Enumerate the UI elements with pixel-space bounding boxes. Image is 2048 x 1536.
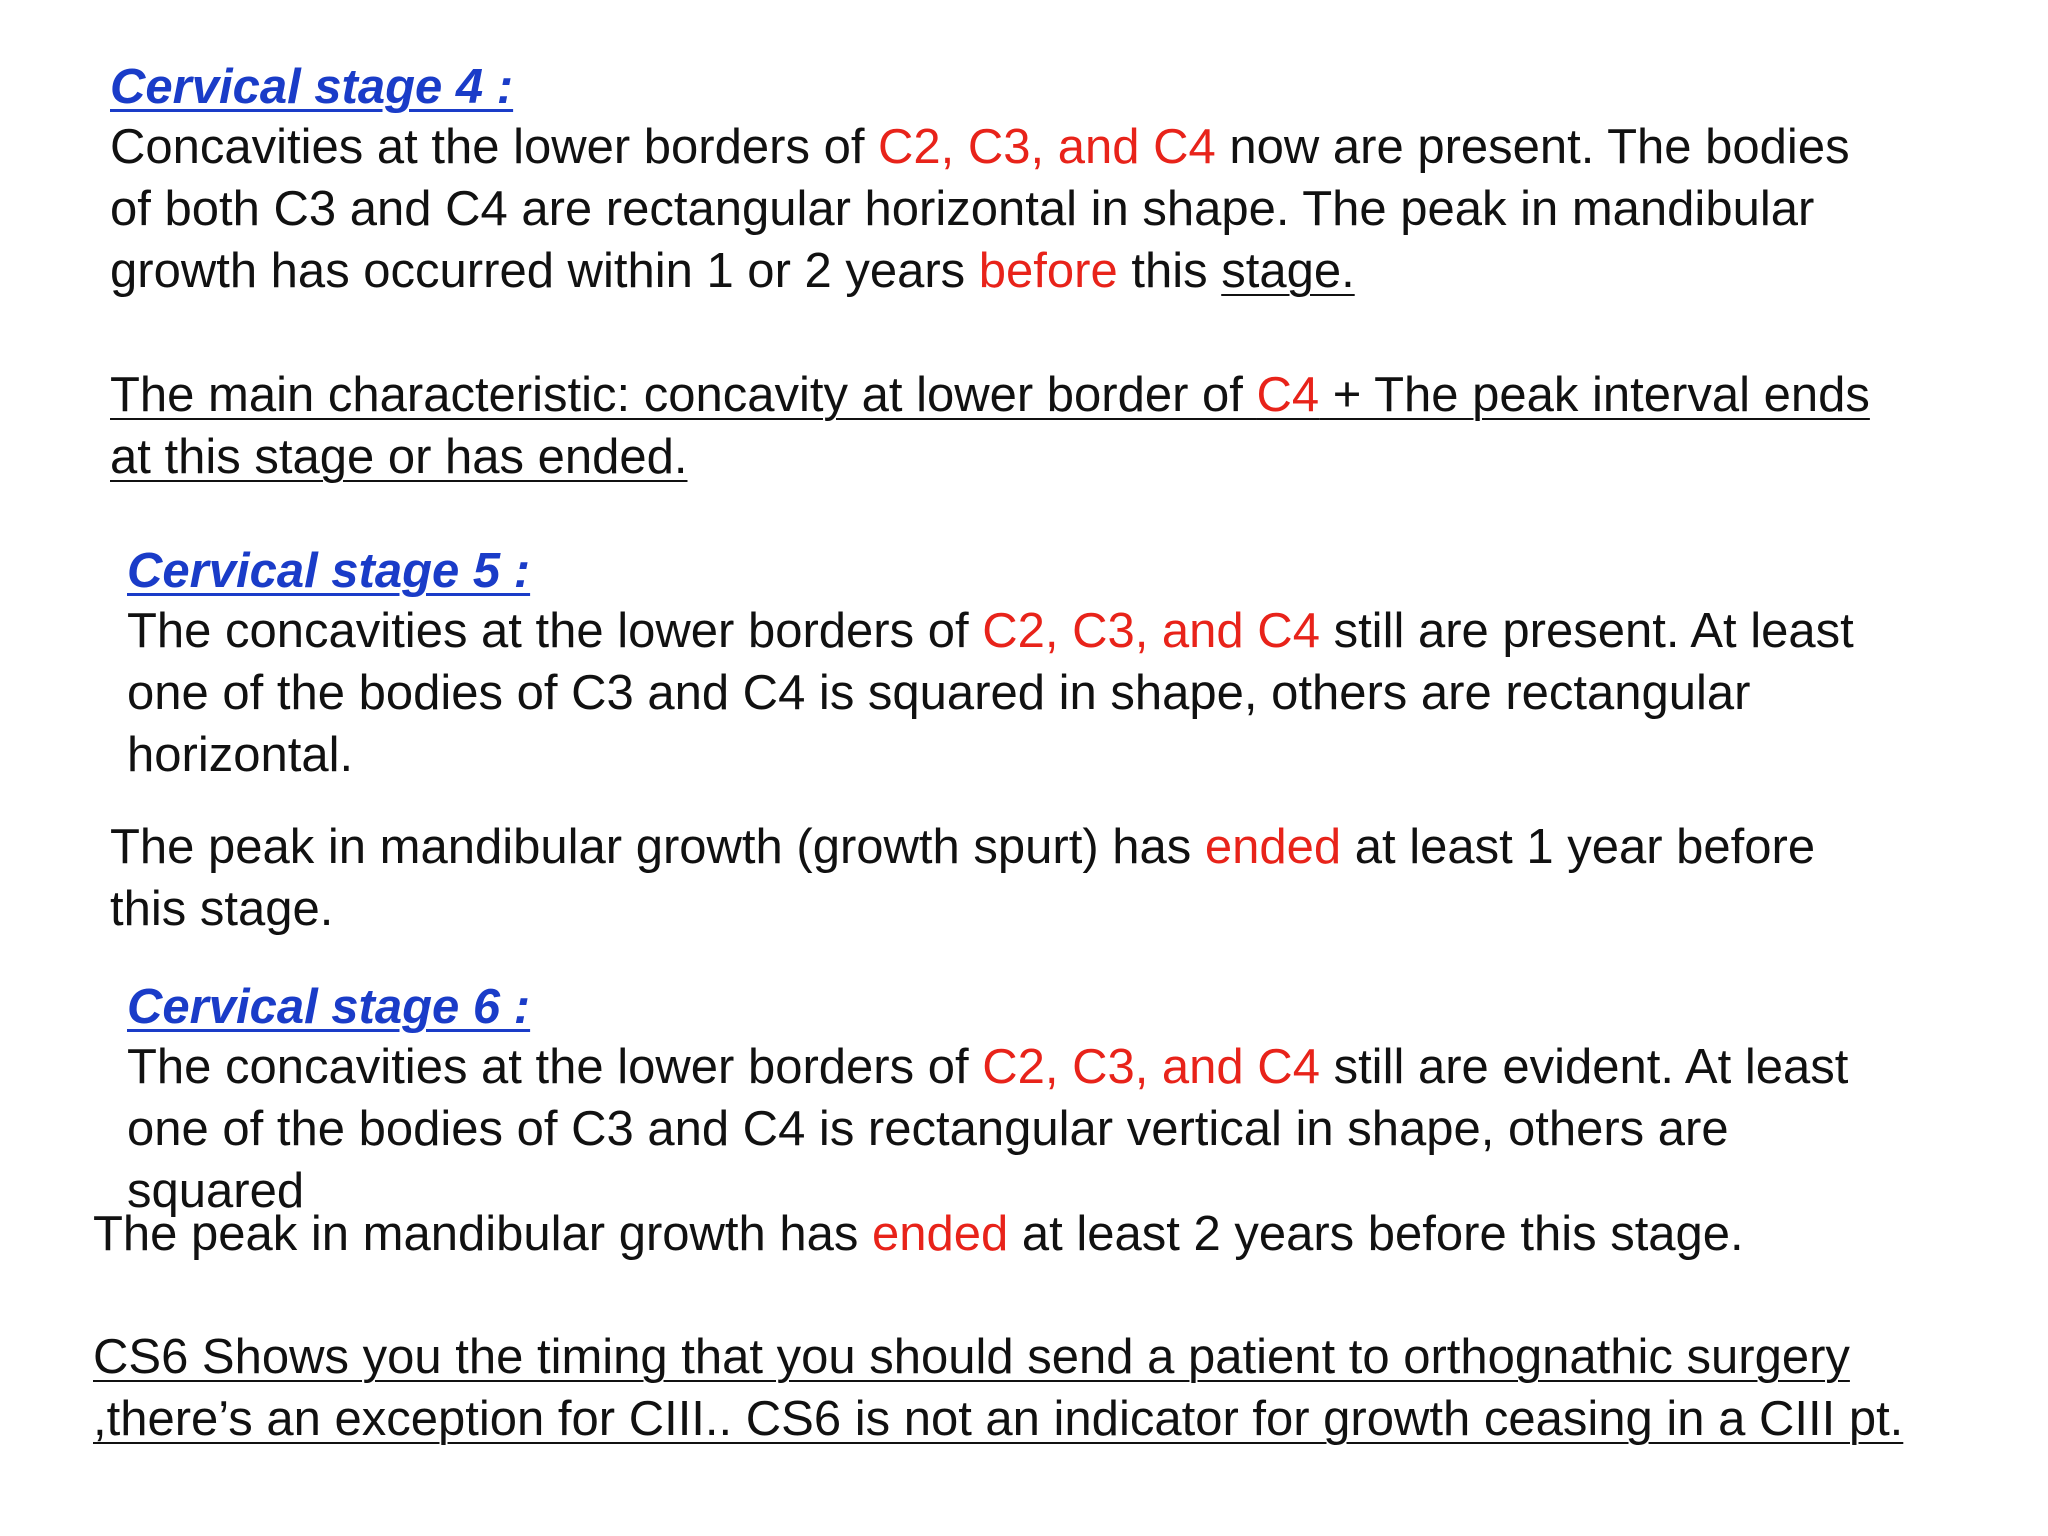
stage6-line-2: one of the bodies of C3 and C4 is rectangular vertical in shape, others are — [127, 1102, 1729, 1156]
stage4-line-1 — [110, 116, 1850, 178]
stage4-description — [110, 116, 1850, 302]
main-characteristic-line-1 — [110, 364, 1870, 426]
text: this — [1117, 244, 1222, 298]
stage4-heading: Cervical stage 4 : — [110, 60, 514, 114]
text: still are present. At least — [1319, 604, 1854, 658]
stage5-line-3: horizontal. — [127, 728, 354, 782]
highlight-text: C2, C3, and C4 — [982, 1040, 1320, 1094]
text: The concavities at the lower borders of — [127, 604, 983, 658]
highlight-text: before — [978, 244, 1118, 298]
stage5-peak-line-2: this stage. — [110, 882, 334, 936]
text: growth has occurred within 1 or 2 years — [110, 244, 979, 298]
stage4-main-characteristic — [110, 364, 1870, 488]
text: now are present. The bodies — [1215, 120, 1850, 174]
text: The peak in mandibular growth has — [93, 1207, 872, 1261]
highlight-text: ended — [872, 1207, 1009, 1261]
text: The main characteristic: concavity at lower border of — [110, 368, 1257, 422]
stage5-heading: Cervical stage 5 : — [127, 544, 531, 598]
stage6-peak-line — [93, 1203, 1744, 1265]
stage5-line-1 — [127, 600, 1854, 662]
text: still are evident. At least — [1319, 1040, 1849, 1094]
text: at least 1 year before — [1341, 820, 1816, 874]
underlined-text: stage. — [1221, 244, 1355, 298]
main-characteristic-line-2: at this stage or has ended. — [110, 430, 688, 484]
stage6-peak — [93, 1203, 1744, 1265]
stage6-heading: Cervical stage 6 : — [127, 980, 531, 1034]
stage6-line-3: squared — [127, 1164, 305, 1218]
text: Concavities at the lower borders of — [110, 120, 879, 174]
highlight-text: C4 — [1256, 368, 1320, 422]
stage5-peak-line-1 — [110, 816, 1815, 878]
cs6-note-line-2: ,there’s an exception for CIII.. CS6 is not an indicator for growth ceasing in a CIII pt. — [93, 1392, 1904, 1446]
text: The peak in mandibular growth (growth spurt) has — [110, 820, 1205, 874]
stage4-line-3 — [110, 240, 1850, 302]
cs6-surgery-note — [93, 1326, 1903, 1450]
highlight-text: C2, C3, and C4 — [982, 604, 1320, 658]
text: + The peak interval ends — [1319, 368, 1870, 422]
cs6-note-line-1: CS6 Shows you the timing that you should send a patient to orthognathic surgery — [93, 1330, 1850, 1384]
stage5-peak — [110, 816, 1815, 940]
stage5-line-2: one of the bodies of C3 and C4 is squared in shape, others are rectangular — [127, 666, 1751, 720]
text: The concavities at the lower borders of — [127, 1040, 983, 1094]
stage4-line-2: of both C3 and C4 are rectangular horizontal in shape. The peak in mandibular — [110, 182, 1815, 236]
stage6-description — [127, 1036, 1848, 1222]
stage5-description — [127, 600, 1854, 786]
text: at least 2 years before this stage. — [1008, 1207, 1744, 1261]
stage6-line-1 — [127, 1036, 1848, 1098]
highlight-text: ended — [1204, 820, 1342, 874]
highlight-text: C2, C3, and C4 — [878, 120, 1216, 174]
